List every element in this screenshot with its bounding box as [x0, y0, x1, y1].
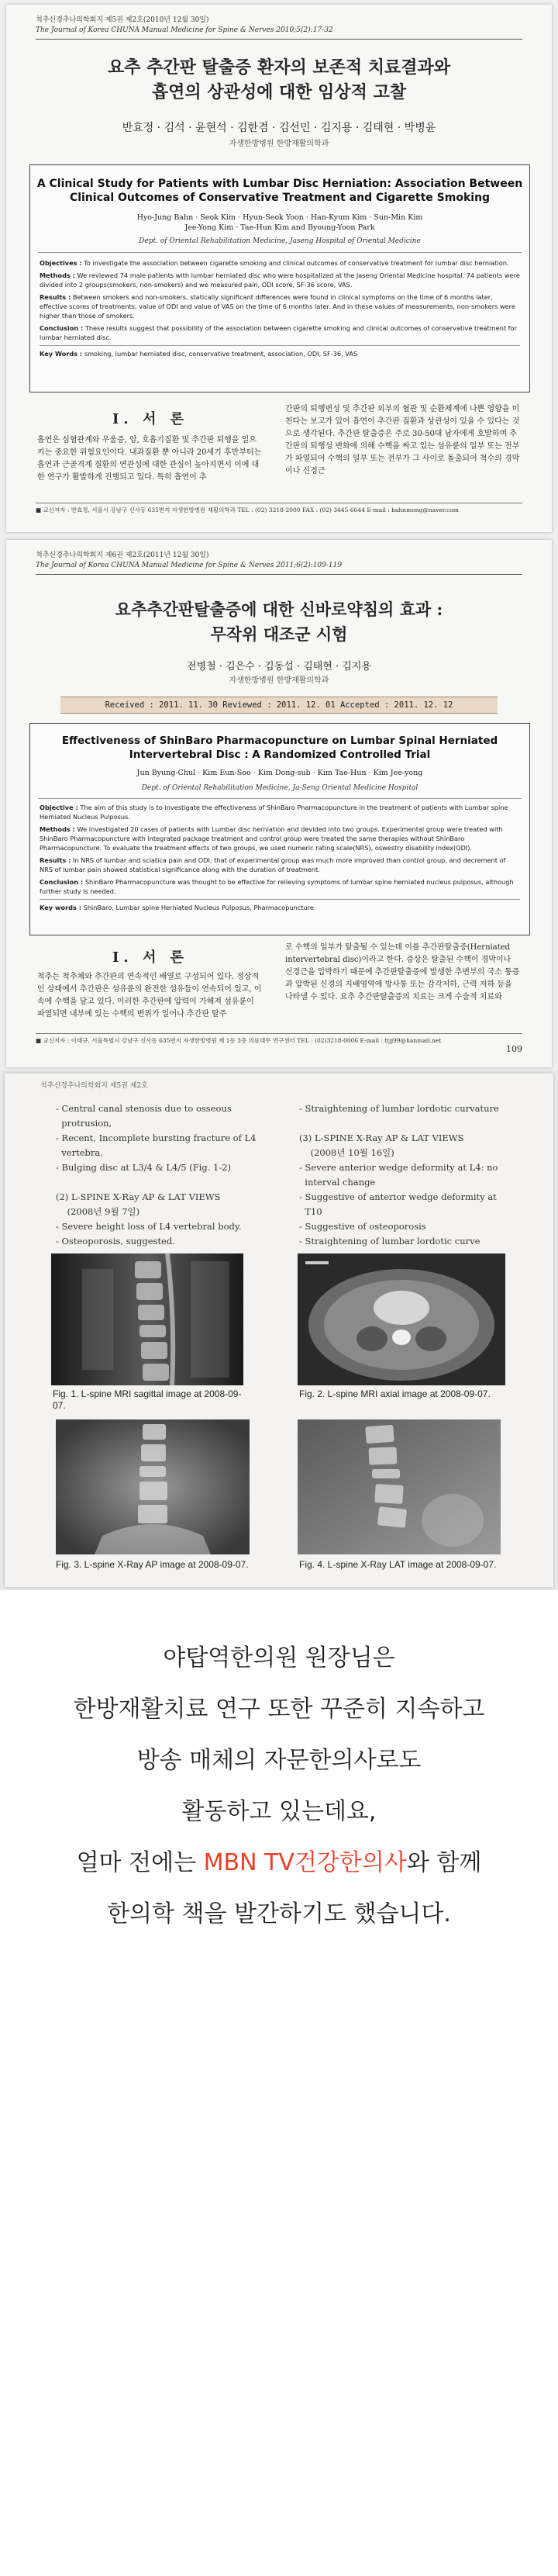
paper1-affiliation-ko: 자생한방병원 한방재활의학과 [229, 140, 329, 148]
caption-line-5-pre: 얼마 전에는 [76, 1849, 204, 1876]
abstract-objectives: Objectives : To investigate the association between cigarette smoking and clinical outcomes of conservative treatment for lumbar disc herniation. [40, 259, 509, 267]
paper2-title-ko-line1: 요추추간판탈출증에 대한 신바로약침의 효과 : [115, 600, 443, 619]
mri-sagittal-image [51, 1253, 243, 1385]
paper2-page-number: 109 [506, 1044, 522, 1054]
abstract-results: Results : In NRS of lumbar and sciatica pain and ODI, that of experimental group was much more improved than control group, and decrement of NRS of lumbar pain showed statistical significance along with the duration of treatment. [40, 856, 506, 873]
paper1-body-left: 흡연은 심혈관계와 우울증, 암, 호흡기질환 및 추간판 퇴행을 일으키는 중요한 위험요인이다. 내과질환 뿐 아니라 20세기 후반부터는 흡연과 근골격계 질환의 연관성에 대한 관심이 높아지면서 이에 대한 연구가 활발하게 진행되고 있다. 특히 흡연이 추 [37, 436, 262, 482]
paper1-section-title: Ⅰ. 서 론 [112, 411, 188, 427]
paper2-title-en-line1: Effectiveness of ShinBaro Pharmacopuncture on Lumbar Spinal Herniated [61, 735, 498, 747]
paper2-footnote: ■ 교신저자 : 이태규, 서울특별시 강남구 신사동 635번지 자생한방병원 제 1동 3층 의료대무 연구센터 TEL : (02)3218-0006 E-mail : ttjj99@hanmail.net [36, 1037, 442, 1044]
paper3-left-list [56, 1101, 288, 1249]
paper1-journal-header-en: The Journal of Korea CHUNA Manual Medicine for Spine & Nerves 2010;5(2):17-32 [36, 26, 333, 34]
list-line: protrusion, [56, 1118, 112, 1129]
list-line: - Severe height loss of L4 vertebral body. [56, 1221, 242, 1232]
paper2-journal-header-ko: 척추신경추나의학회지 제6권 제2호(2011년 12월 30일) [36, 552, 209, 559]
list-line: (2008년 9월 7일) [56, 1206, 140, 1217]
fig1-caption: Fig. 1. L-spine MRI sagittal image at 2008-09-07. [53, 1388, 242, 1411]
list-line: - Osteoporosis, suggested. [56, 1236, 175, 1247]
abstract-objective: Objective : The aim of this study is to investigate the effectiveness of ShinBaro Pharmacopuncture in the treatment of patients with Lumbar spine Herniated Nucleus Pulposus. [40, 804, 508, 821]
paper1-journal-header-ko: 척추신경추나의학회지 제5권 제2호(2010년 12월 30일) [36, 16, 209, 24]
fig2-caption: Fig. 2. L-spine MRI axial image at 2008-09-07. [299, 1388, 491, 1399]
caption-line-3: 방송 매체의 자문한의사로도 [136, 1747, 422, 1774]
fig3-caption: Fig. 3. L-spine X-Ray AP image at 2008-09-07. [56, 1559, 249, 1570]
paper1-title-ko-line1: 요추 추간판 탈출증 환자의 보존적 치료결과와 [107, 57, 451, 78]
caption-line-4: 활동하고 있는데요, [181, 1798, 377, 1825]
list-line [56, 1175, 288, 1190]
paper2-body-right: 로 수핵의 일부가 탈출될 수 있는데 이를 추간판탈출증(Herniated intervertebral disc)이라고 한다. 증상은 탈출된 수핵이 경막이나 신경근을 압박하기 때문에 추간판탈출증에 발생한 추변부의 국소 통증과 압박된 신경의 지배영역에 방사통 또는 감각저하, 근력 저하 등을 나타낼 수 있다. 요추 추간판탈출증의 치료는 크게 수술적 치료와 [285, 943, 520, 1001]
caption-line-1: 야탑역한의원 원장님은 [163, 1644, 395, 1672]
paper2-authors-ko: 전병철 · 김은수 · 김동섭 · 김태현 · 김지용 [187, 661, 371, 673]
list-line: - Straightening of lumbar lordotic curve [299, 1236, 480, 1247]
paper1-abstract-box [29, 164, 530, 392]
paper-2-scan [0, 535, 558, 1070]
paper3-journal-header: 척추신경추나의학회지 제5권 제2호 [40, 1082, 148, 1090]
caption-line-2: 한방재활치료 연구 또한 꾸준히 지속하고 [73, 1696, 485, 1723]
paper2-affiliation-ko: 자생한방병원 한방재활의학과 [229, 676, 329, 685]
list-line: (2) L-SPINE X-Ray AP & LAT VIEWS [56, 1191, 221, 1202]
list-line: - Bulging disc at L3/4 & L4/5 (Fig. 1-2) [56, 1162, 232, 1173]
paper2-authors-en: Jun Byung-Chul · Kim Eun-Soo · Kim Dong-sub · Kim Tae-Hun · Kim Jee-yong [136, 769, 423, 777]
list-line: - Suggestive of anterior wedge deformity at [299, 1191, 497, 1202]
list-line: T10 [299, 1206, 322, 1217]
paper2-journal-header-en: The Journal of Korea CHUNA Manual Medicine for Spine & Nerves 2011;6(2):109-119 [36, 562, 343, 569]
paper2-affiliation-en: Dept. of Oriental Rehabilitation Medicine, Ja-Seng Oriental Medicine Hospital [141, 784, 418, 792]
paper-1-scan [0, 0, 558, 535]
abstract-results: Results : Between smokers and non-smokers, statically significant differences were found in clinical symptoms on the time of 6 months later, effective scores of treatments, value of ODI and value of VAS on the time of 6 months later. And in these values of measurements, non-smokers were higher than those of smokers. [40, 293, 515, 320]
paper2-section-title: Ⅰ. 서 론 [112, 949, 188, 966]
paper1-title-en-line1: A Clinical Study for Patients with Lumbar Disc Herniation: Association Between [36, 178, 523, 190]
paper1-abstract-body [40, 258, 520, 358]
divider [36, 574, 522, 575]
caption-highlight-mbn: MBN TV건강한의사 [203, 1849, 407, 1876]
xray-ap-image [56, 1419, 250, 1554]
list-line: interval change [299, 1177, 376, 1188]
list-line: - Central canal stenosis due to osseous [56, 1103, 232, 1114]
divider [38, 252, 522, 253]
paper1-authors-en-line2: Jee-Yong Kim · Tae-Hun Kim and Byoung-Yoon Park [184, 223, 375, 232]
abstract-keywords: Key words : ShinBaro, Lumbar spine Herniated Nucleus Pulposus, Pharmacopuncture [40, 899, 520, 912]
list-line: vertebra, [56, 1147, 103, 1158]
paper1-title-ko-line2: 흡연의 상관성에 대한 임상적 고찰 [151, 82, 407, 102]
paper1-title-en-line2: Clinical Outcomes of Conservative Treatment and Cigarette Smoking [69, 192, 491, 204]
divider [36, 39, 522, 40]
abstract-keywords: Key Words : smoking, lumbar herniated disc, conservative treatment, association, ODI, SF-36, VAS [40, 345, 520, 358]
list-line [299, 1116, 539, 1131]
paper2-title-ko-line2: 무작위 대조군 시험 [210, 624, 348, 644]
caption-line-5-post: 와 함께 [406, 1849, 482, 1876]
abstract-methods: Methods : We reviewed 74 male patients with lumbar herniated disc who were hospitalized at the Jaseng Oriental Medicine hospital. 74 patients were divided into 2 groups(smokers, non-smokers) and we measured pain, ODI score, SF-36 score, VAS. [40, 271, 520, 289]
list-line: - Straightening of lumbar lordotic curvature [299, 1103, 499, 1114]
list-line: (3) L-SPINE X-Ray AP & LAT VIEWS [299, 1132, 464, 1143]
list-line: (2008년 10월 16일) [299, 1147, 394, 1158]
paper2-abstract-body [40, 803, 520, 912]
caption-line-6: 한의학 책을 발간하기도 했습니다. [107, 1900, 451, 1928]
paper2-received-bar: Received : 2011. 11. 30 Reviewed : 2011. 12. 01 Accepted : 2011. 12. 12 [60, 697, 498, 714]
abstract-conclusion: Conclusion : These results suggest that possibility of the association between cigarette smoking and clinical outcomes of conservative treatment for lumbar herniated disc. [40, 324, 517, 341]
paper1-authors-ko: 반효정 · 김석 · 윤현석 · 김한겸 · 김선민 · 김지용 · 김태현 · 박병윤 [122, 122, 436, 134]
paper2-title-en-line2: Intervertebral Disc : A Randomized Controlled Trial [129, 749, 431, 761]
paper-3-scan [0, 1070, 558, 1590]
list-line: - Recent, Incomplete bursting fracture of L4 [56, 1132, 257, 1143]
caption-section [0, 1590, 558, 2576]
paper1-body-right: 간판의 퇴행변성 및 추간판 외부의 혈관 및 순환체계에 나쁜 영향을 미친다는 보고가 있어 흡연이 추간판 질환과 상관성이 있을 수 있다는 것으로 생각된다. 추간판 탈출증은 주로 30-50대 남자에게 호발하며 추간판의 퇴행성 변화에 의해 수핵을 싸고 있는 섬유륜의 일부 또는 전부가 파열되어 수핵의 일부 또는 전부가 그 사이로 돌출되어 척수의 경막이나 신경근 [285, 405, 520, 475]
list-line: - Suggestive of osteoporosis [299, 1221, 426, 1232]
caption-line-5 [0, 1843, 558, 1883]
mri-axial-image [298, 1253, 505, 1385]
paper3-right-list [299, 1101, 539, 1249]
xray-lat-image [298, 1419, 501, 1554]
paper1-affiliation-en: Dept. of Oriental Rehabilitation Medicine, Jaseng Hospital of Oriental Medicine [139, 237, 421, 245]
divider [36, 1033, 522, 1034]
divider [38, 798, 522, 799]
paper2-abstract-box [29, 723, 530, 935]
abstract-conclusion: Conclusion : ShinBaro Pharmacopuncture was thought to be effective for relieving symptoms of lumbar spine herniated nucleus pulposus, although further study is needed. [40, 878, 514, 895]
list-line: - Severe anterior wedge deformity at L4: no [299, 1162, 498, 1173]
paper1-authors-en-line1: Hyo-Jung Bahn · Seok Kim · Hyun-Seok Yoon · Han-Kyum Kim · Sun-Min Kim [136, 213, 423, 222]
paper1-footnote: ■ 교신저자 : 반효정, 서울시 강남구 신사동 635번지 자생한방병원 재활의학과 TEL : (02) 3218-2000 FAX : (02) 3445-6644 E-mail : bahnmong@naver.com [36, 507, 459, 513]
paper2-body-left: 척추는 척추체와 추간판의 연속적인 배열로 구성되어 있다. 정상적인 상태에서 추간판은 섬유륜의 완전한 섬유들이 연속되어 있고, 이 속에 수핵을 담고 있다. 이러한 추간판에 압력이 가해져 섬유륜이 파열되면 내부에 있는 수핵의 변위가 일어나 추간판 탈주 [37, 973, 262, 1018]
fig4-caption: Fig. 4. L-spine X-Ray LAT image at 2008-09-07. [299, 1559, 497, 1570]
abstract-methods: Methods : We investigated 20 cases of patients with Lumbar disc herniation and devided into two groups. Experimental group were treated with ShinBaro Pharmacopuncture with integrated package treatment and control group were treated the same therapies without ShinBaro Pharmacopuncture. To evaluate the treatment effects of two groups, we used numeric rating scale(NRS), oswestry disability index(ODI). [40, 825, 503, 852]
